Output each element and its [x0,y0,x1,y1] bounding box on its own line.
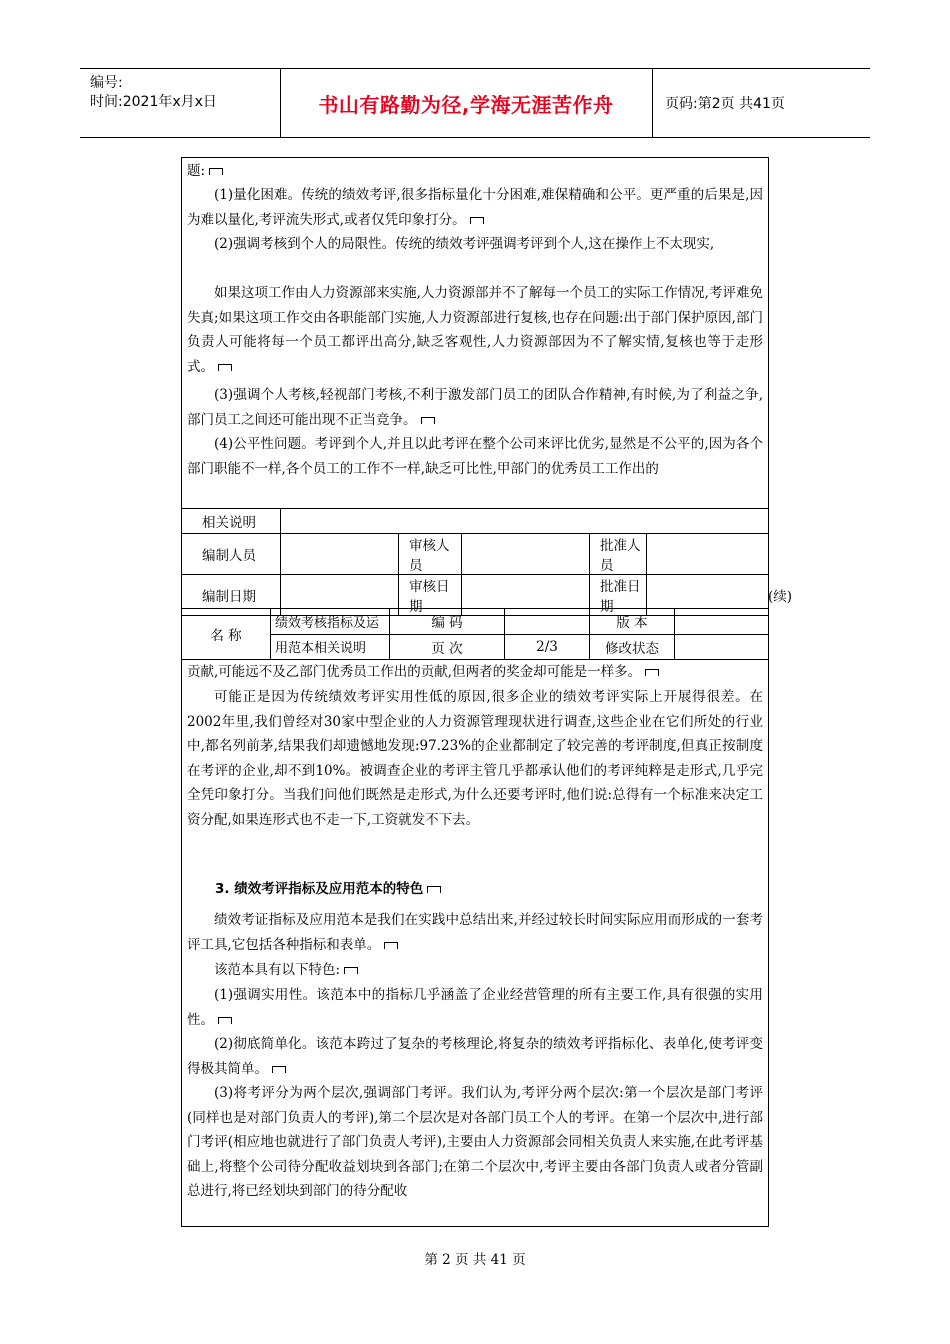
serial-label: 编号: [90,75,123,91]
section-para-1: 该范本具有以下特色: [187,958,763,983]
section-title: 3. 绩效考评指标及应用范本的特色 [215,877,441,897]
signoff-table [181,508,769,616]
status-label: 修改状态 [590,634,675,660]
block1-para-2: (2)强调考核到个人的局限性。传统的绩效考评强调考评到个人,这在操作上不太现实, [214,236,715,252]
editor-value [281,534,399,575]
approver-label: 批准人员 [590,534,647,575]
footer-page-number: 第 2 页 共 41 页 [424,1252,526,1268]
name-value-2: 用范本相关说明 [271,634,390,660]
related-label: 相关说明 [182,509,281,534]
block1-para-4: (3)强调个人考核,轻视部门考核,不利于激发部门员工的团队合作精神,有时候,为了利益之争,部门员工之间还可能出现不正当竞争。 [187,387,763,428]
header-motto [280,69,653,137]
motto-text: 书山有路勤为径,学海无涯苦作舟 [318,92,614,117]
section-para-2: (1)强调实用性。该范本中的指标几乎涵盖了企业经营管理的所有主要工作,具有很强的实用性。 [187,987,763,1028]
header-page-info: 页码:第2页 共41页 [665,96,785,112]
editor-label: 编制人员 [182,534,281,575]
review-date-label: 审核日期 [399,575,462,616]
code-label: 编 码 [390,609,505,635]
edit-date-label: 编制日期 [182,575,281,616]
section-para-4: (3)将考评分为两个层次,强调部门考评。我们认为,考评分两个层次:第一个层次是部门考评(同样也是对部门负责人的考评),第二个层次是对各部门员工个人的考评。在第一个层次中,进行部门考评(相应地也就进行了部门负责人考评),主要由人力资源部会同相关负责人来实施,在此考评基础上,将整个公司待分配收益划块到各部门;在第二个层次中,考评主要由各部门负责人或者分管副总进行,将已经划块到部门的待分配收 [187,1085,763,1199]
section-para-0: 绩效考证指标及应用范本是我们在实践中总结出来,并经过较长时间实际应用而形成的一套考评工具,它包括各种指标和表单。 [187,912,763,953]
block1-para-1: (1)量化困难。传统的绩效考评,很多指标量化十分困难,难保精确和公平。更严重的后果是,因为难以量化,考评流失形式,或者仅凭印象打分。 [187,187,763,228]
related-value [281,509,769,534]
reviewer-value [462,534,590,575]
page-value: 2/3 [505,634,590,660]
status-value [675,634,769,660]
block1-para-5: (4)公平性问题。考评到个人,并且以此考评在整个公司来评比优劣,显然是不公平的,因为各个部门职能不一样,各个员工的工作不一样,缺乏可比性,甲部门的优秀员工工作出的 [187,436,763,477]
block1-para-0: 题: [187,159,763,184]
page-label: 页 次 [390,634,505,660]
doc-header-table [181,608,769,660]
block2-para-0: 贡献,可能远不及乙部门优秀员工作出的贡献,但两者的奖金却可能是一样多。 [187,660,763,685]
version-value [675,609,769,635]
approve-date-label: 批准日期 [590,575,647,616]
date-label: 时间:2021年x月x日 [90,94,217,110]
block2-para-1: 可能正是因为传统绩效考评实用性低的原因,很多企业的绩效考评实际上开展得很差。在2002年里,我们曾经对30家中型企业的人力资源管理现状进行调查,这些企业在它们所处的行业中,都名列前茅,结果我们却遗憾地发现:97.23%的企业都制定了较完善的考评制度,但真正按制度在考评的企业,却不到10%。被调查企业的考评主管几乎都承认他们的考评纯粹是走形式,几乎完全凭印象打分。当我们问他们既然是走形式,为什么还要考评时,他们说:总得有一个标准来决定工资分配,如果连形式也不走一下,工资就发不下去。 [187,689,763,828]
approver-value [647,534,769,575]
reviewer-label: 审核人员 [399,534,462,575]
block1-para-3: 如果这项工作由人力资源部来实施,人力资源部并不了解每一个员工的实际工作情况,考评难免失真;如果这项工作交由各职能部门实施,人力资源部进行复核,也存在问题:出于部门保护原因,部门负责人可能将每一个员工都评出高分,缺乏客观性,人力资源部因为不了解实情,复核也等于走形式。 [187,285,763,375]
name-label: 名 称 [182,609,271,660]
header-meta [80,69,281,137]
continued-label: (续) [768,589,793,605]
name-value-1: 绩效考核指标及运 [271,609,390,635]
code-value [505,609,590,635]
page-header [80,68,870,138]
section-para-3: (2)彻底简单化。该范本跨过了复杂的考核理论,将复杂的绩效考评指标化、表单化,使考评变得极其简单。 [187,1036,763,1077]
version-label: 版 本 [590,609,675,635]
